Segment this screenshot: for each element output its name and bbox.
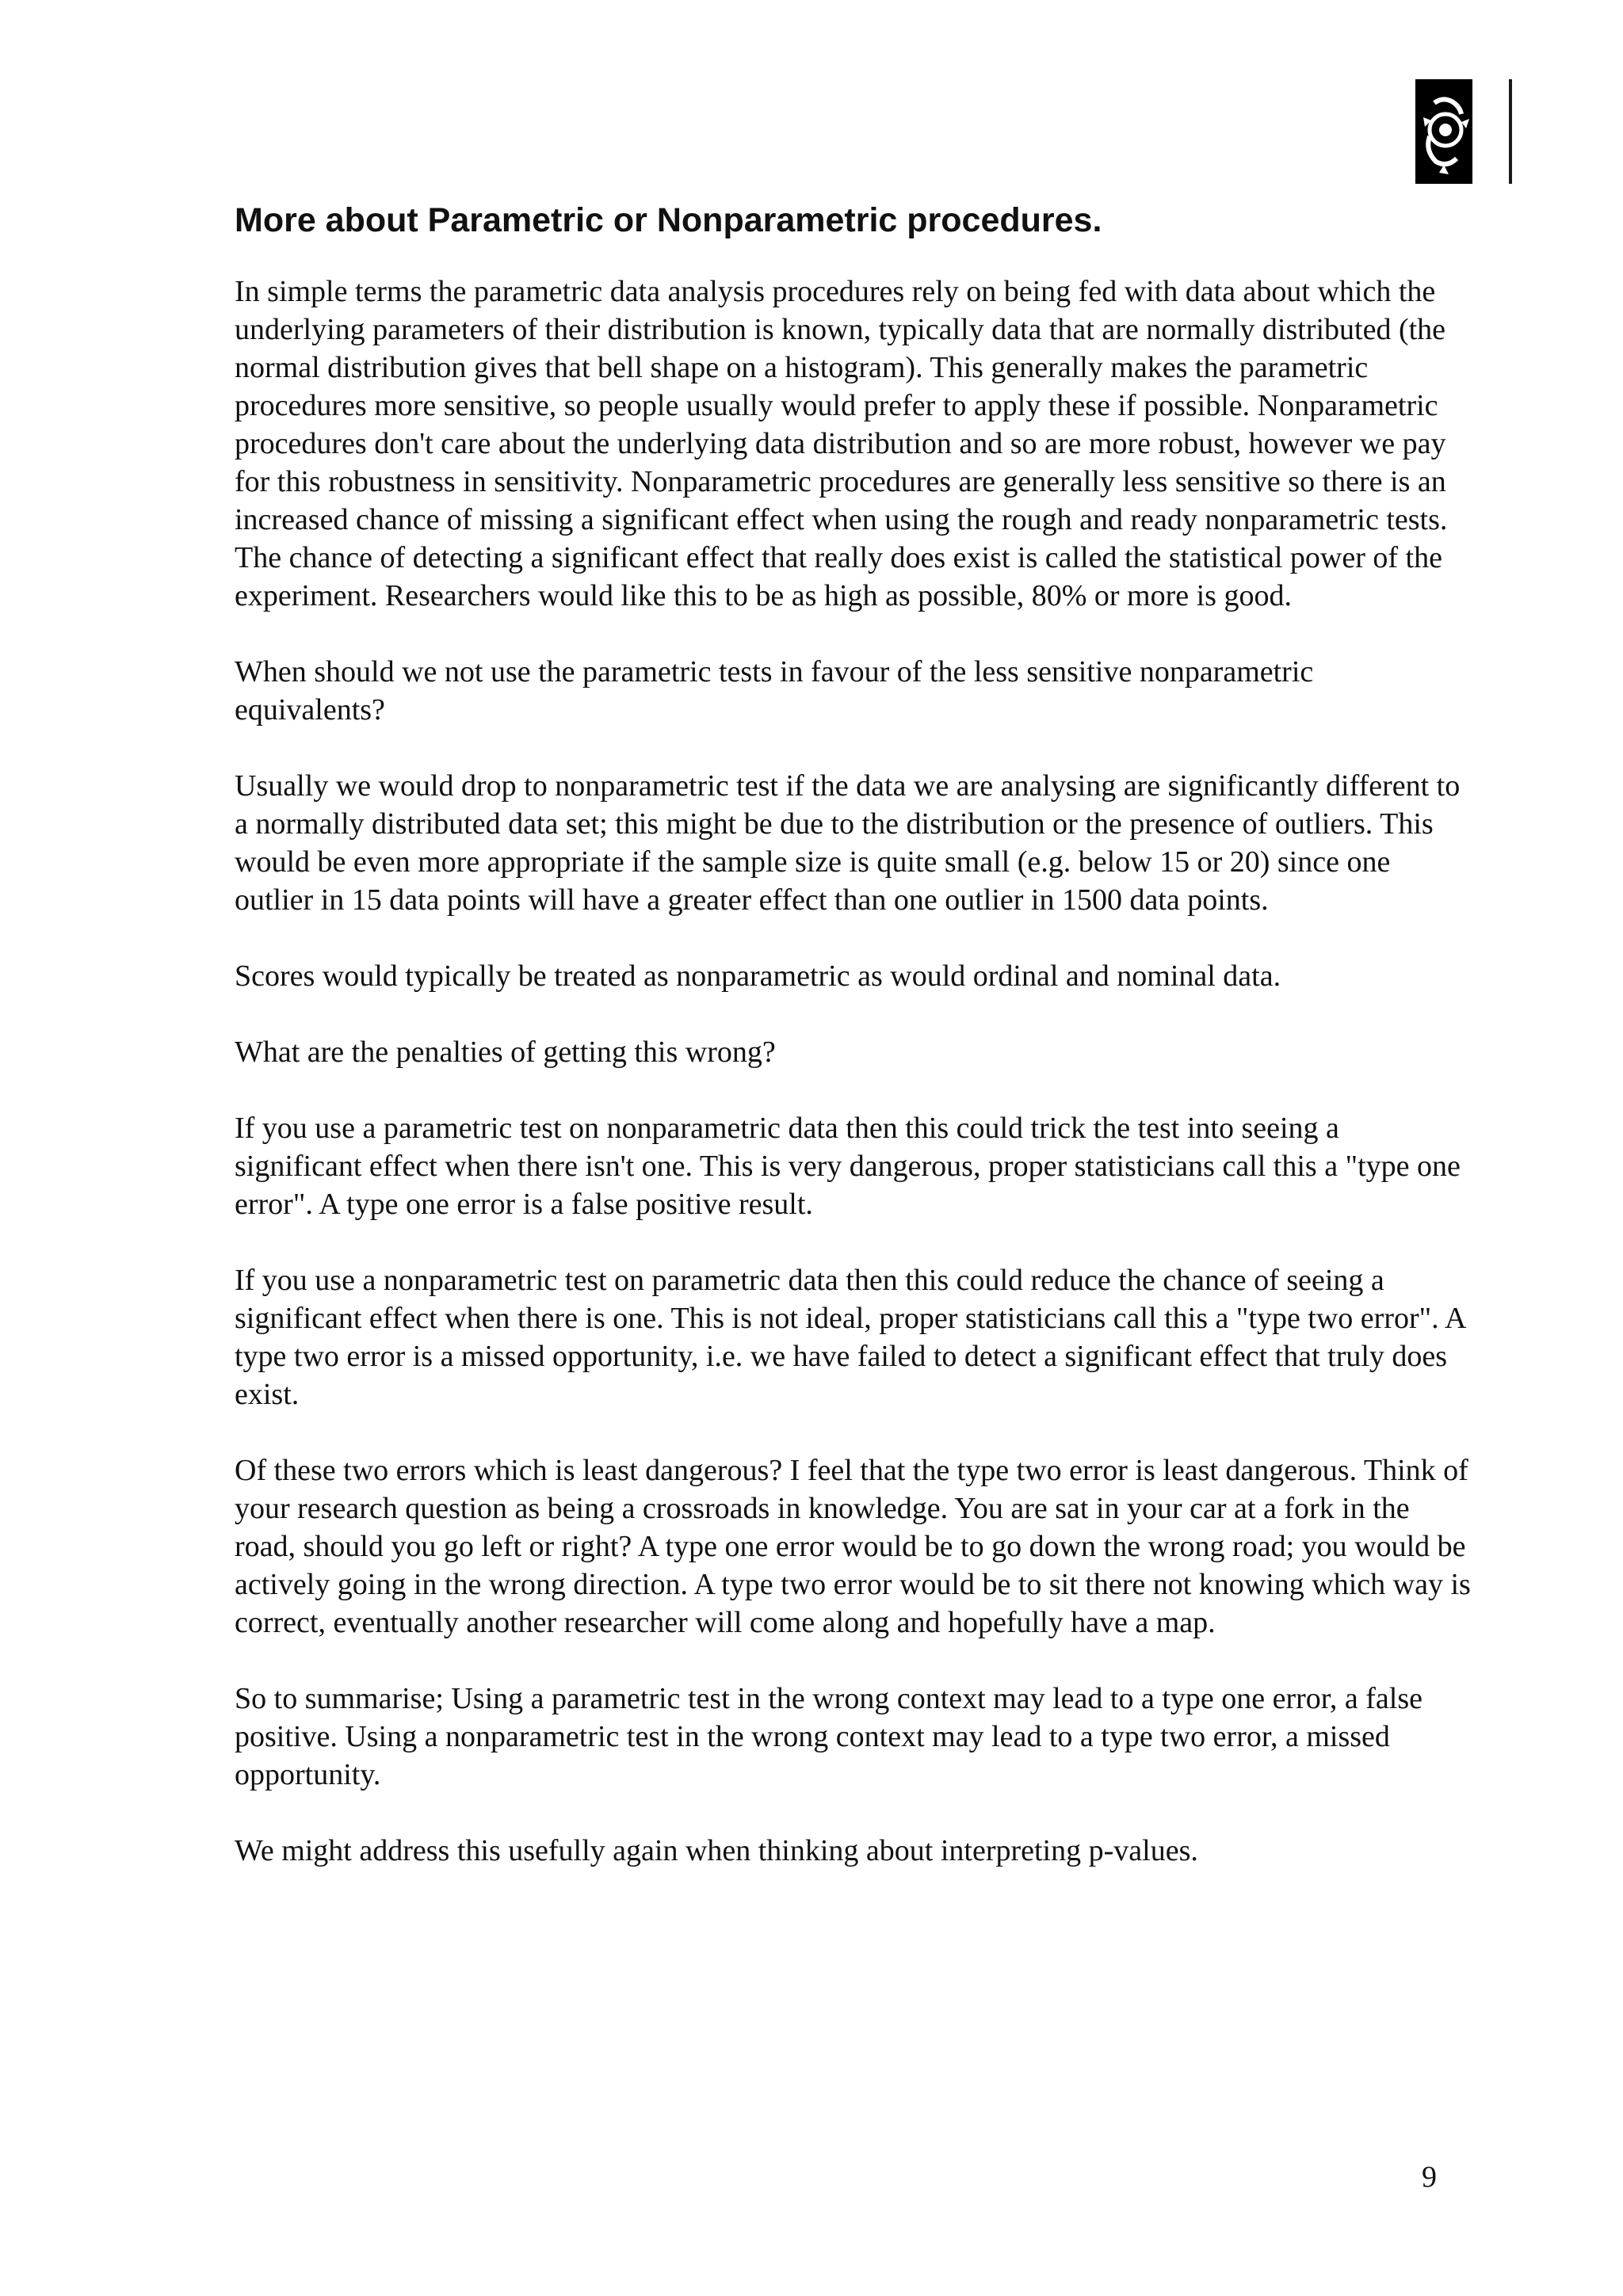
paragraph-least-dangerous: Of these two errors which is least dangerous? I feel that the type two error is least dangerous. Think of your research question as being a crossroads in knowledge. You are sat in your car at a fork in the road, should you go left or right? A type one error would be to go down the wrong road; you would be actively going in the wrong direction. A type two error would be to sit there not knowing which way is correct, eventually another researcher will come along and hopefully have a map. [235,1454,1471,1639]
page-number: 9 [1422,2161,1437,2194]
paragraph-type-two-error: If you use a nonparametric test on parametric data then this could reduce the chance of seeing a significant effect when there is one. This is not ideal, proper statisticians call this a "type two error". A type two error is a missed opportunity, i.e. we have failed to detect a significant effect that truly does exist. [235,1264,1465,1411]
document-title: More about Parametric or Nonparametric procedures. [235,201,1102,239]
paragraph-answer-when: Usually we would drop to nonparametric test if the data we are analysing are significantly different to a normally distributed data set; this might be due to the distribution or the presence of outliers. This would be even more appropriate if the sample size is quite small (e.g. below 15 or 20) since one outlier in 15 data points will have a greater effect than one outlier in 1500 data points. [235,769,1461,917]
logo-divider [1509,79,1512,184]
paragraph-question-penalties: What are the penalties of getting this wrong? [235,1035,776,1069]
paragraph-type-one-error: If you use a parametric test on nonparametric data then this could trick the test into seeing a significant effect when there isn't one. This is very dangerous, proper statisticians call this a "type one error". A type one error is a false positive result. [235,1112,1461,1221]
document-body [235,200,1471,1908]
paragraph-intro: In simple terms the parametric data analysis procedures rely on being fed with data about which the underlying parameters of their distribution is known, typically data that are normally distributed (the normal distribution gives that bell shape on a histogram). This generally makes the parametric procedures more sensitive, so people usually would prefer to apply these if possible. Nonparametric procedures don't care about the underlying data distribution and so are more robust, however we pay for this robustness in sensitivity. Nonparametric procedures are generally less sensitive so there is an increased chance of missing a significant effect when using the rough and ready nonparametric tests. The chance of detecting a significant effect that really does exist is called the statistical power of the experiment. Researchers would like this to be as high as possible, 80% or more is good. [235,275,1448,612]
paragraph-scores: Scores would typically be treated as nonparametric as would ordinal and nominal data. [235,959,1281,993]
paragraph-p-values: We might address this usefully again when thinking about interpreting p-values. [235,1834,1198,1867]
paragraph-summary: So to summarise; Using a parametric test in the wrong context may lead to a type one error, a false positive. Using a nonparametric test in the wrong context may lead to a type two error, a missed opportunity. [235,1682,1423,1791]
rose-emblem-icon [1415,79,1472,184]
paragraph-question-when: When should we not use the parametric tests in favour of the less sensitive nonparametric equivalents? [235,655,1314,727]
